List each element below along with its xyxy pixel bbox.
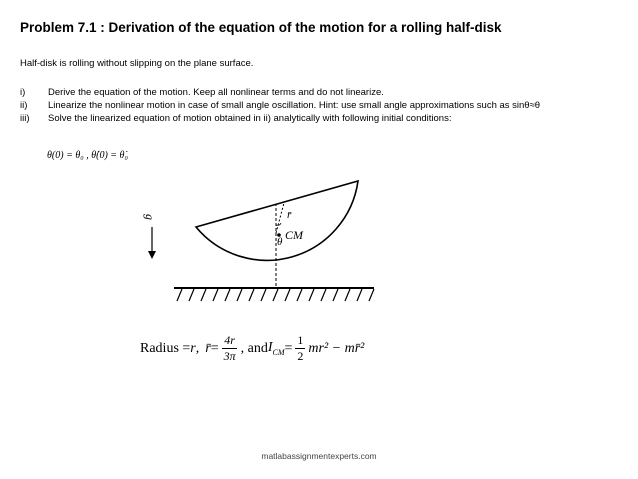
initial-conditions: θ(0) = θ₀ , θ̇(0) = θ̇₀ <box>47 150 128 161</box>
intro-text: Half-disk is rolling without slipping on the plane surface. <box>20 58 254 69</box>
task-item-i <box>20 86 620 99</box>
fraction-denominator: 2 <box>297 349 304 363</box>
comma: , <box>195 340 200 356</box>
and-text: , and <box>240 340 268 356</box>
fraction-numerator: 4r <box>224 333 235 347</box>
task-item-ii <box>20 99 620 112</box>
fraction-numerator: 1 <box>297 333 304 347</box>
rbar-symbol: r̄ <box>205 340 211 356</box>
radius-symbol: r <box>190 340 196 356</box>
fraction-denominator: 3π <box>223 349 236 363</box>
icm-symbol: $I_{CM}$ <box>267 340 285 357</box>
task-list <box>20 86 620 125</box>
ground-hatching <box>177 289 374 301</box>
formula <box>140 333 364 364</box>
inertia-tail: mr² − mr̄² <box>308 340 365 356</box>
rbar-label: r̄ <box>287 209 292 221</box>
cm-label: CM <box>285 228 303 242</box>
task-number: ii) <box>20 100 28 111</box>
task-item-iii <box>20 112 620 125</box>
radius-text: Radius = <box>140 340 191 356</box>
task-text: Derive the equation of the motion. Keep all nonlinear terms and do not linearize. <box>48 87 384 98</box>
half-disk-diagram <box>130 175 390 325</box>
gravity-label: g <box>143 214 157 220</box>
rbar-line <box>276 203 284 233</box>
task-text: Linearize the nonlinear motion in case of small angle oscillation. Hint: use small angle approximations such as sinθ≈θ <box>48 100 541 111</box>
half-fraction <box>295 333 305 364</box>
equals: = <box>210 340 219 356</box>
task-number: iii) <box>20 113 30 124</box>
task-text: Solve the linearized equation of motion obtained in ii) analytically with following initial conditions: <box>48 113 452 124</box>
gravity-arrow-icon <box>148 227 156 259</box>
rbar-fraction <box>222 333 238 364</box>
icm-subscript: CM <box>272 347 285 357</box>
task-number: i) <box>20 87 26 98</box>
half-disk-shape <box>196 181 358 260</box>
equals: = <box>284 340 293 356</box>
footer-site: matlabassignmentexperts.com <box>261 451 377 461</box>
problem-title: Problem 7.1 : Derivation of the equation of the motion for a rolling half-disk <box>20 20 502 35</box>
theta-label: θ <box>277 236 283 248</box>
